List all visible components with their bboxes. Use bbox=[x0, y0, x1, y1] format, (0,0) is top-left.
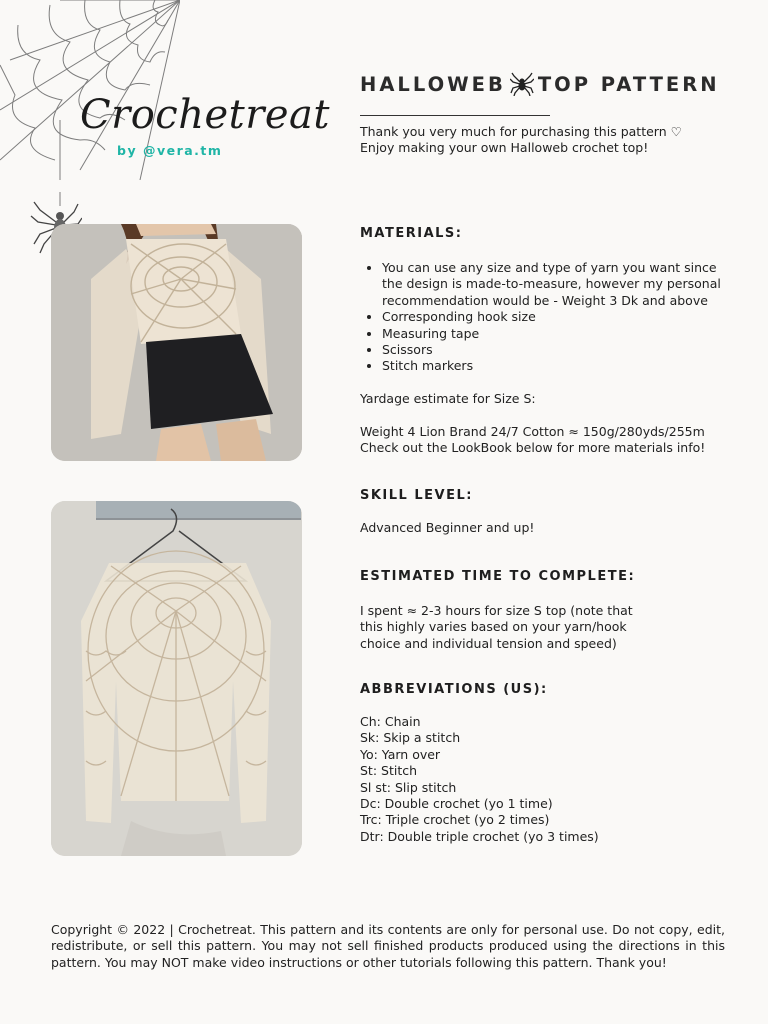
spider-icon bbox=[510, 72, 534, 96]
list-item: Trc: Triple crochet (yo 2 times) bbox=[360, 812, 550, 828]
abbreviations-heading: ABBREVIATIONS (US): bbox=[360, 682, 548, 697]
copyright-notice: Copyright © 2022 | Crochetreat. This pattern and its contents are only for personal use. Do not copy, edit, redistribute, or sell this pattern. You may not sell finished products produced using the directions in this pattern. You may NOT make video instructions or other tutorials following this pattern. Thank you! bbox=[51, 922, 725, 970]
list-item: • Corresponding hook size bbox=[382, 309, 732, 325]
title-part-2: TOP PATTERN bbox=[537, 72, 720, 96]
list-item: Sk: Skip a stitch bbox=[360, 730, 461, 746]
yardage-info: Weight 4 Lion Brand 24/7 Cotton ≈ 150g/280yds/255m Check out the LookBook below for more materials info! bbox=[360, 424, 706, 456]
list-item: • Stitch markers bbox=[382, 358, 732, 374]
list-item: Yo: Yarn over bbox=[360, 746, 441, 762]
list-item: Sl st: Slip stitch bbox=[360, 779, 457, 795]
list-item: Ch: Chain bbox=[360, 714, 421, 729]
time-text: I spent ≈ 2-3 hours for size S top (note that this highly varies based on your yarn/hook choice and individual tension and speed) bbox=[360, 603, 633, 651]
brand-byline: by @vera.tm bbox=[117, 143, 223, 158]
hanging-top-photo bbox=[51, 501, 302, 856]
title-part-1: HALLOWEB bbox=[360, 72, 506, 96]
materials-list bbox=[360, 260, 732, 375]
list-item: • Measuring tape bbox=[382, 326, 732, 342]
materials-heading: MATERIALS: bbox=[360, 226, 463, 241]
list-item: Dtr: Double triple crochet (yo 3 times) bbox=[360, 828, 599, 844]
abbreviations-list bbox=[360, 714, 740, 845]
list-item: • You can use any size and type of yarn you want since the design is made-to-measure, however my personal recommendation would be - Weight 3 Dk and above bbox=[382, 260, 732, 309]
list-item: St: Stitch bbox=[360, 763, 418, 779]
skill-heading: SKILL LEVEL: bbox=[360, 488, 473, 503]
time-heading: ESTIMATED TIME TO COMPLETE: bbox=[360, 569, 636, 584]
title-divider bbox=[360, 115, 550, 116]
brand-logo: Crochetreat bbox=[80, 92, 330, 138]
intro-text: Thank you very much for purchasing this pattern ♡ Enjoy making your own Halloweb crochet top! bbox=[360, 124, 682, 156]
skill-text: Advanced Beginner and up! bbox=[360, 520, 535, 535]
list-item: • Scissors bbox=[382, 342, 732, 358]
model-photo bbox=[51, 224, 302, 461]
list-item: Dc: Double crochet (yo 1 time) bbox=[360, 796, 553, 812]
yardage-label: Yardage estimate for Size S: bbox=[360, 391, 536, 406]
page-title bbox=[360, 72, 720, 96]
materials-section bbox=[360, 260, 732, 375]
